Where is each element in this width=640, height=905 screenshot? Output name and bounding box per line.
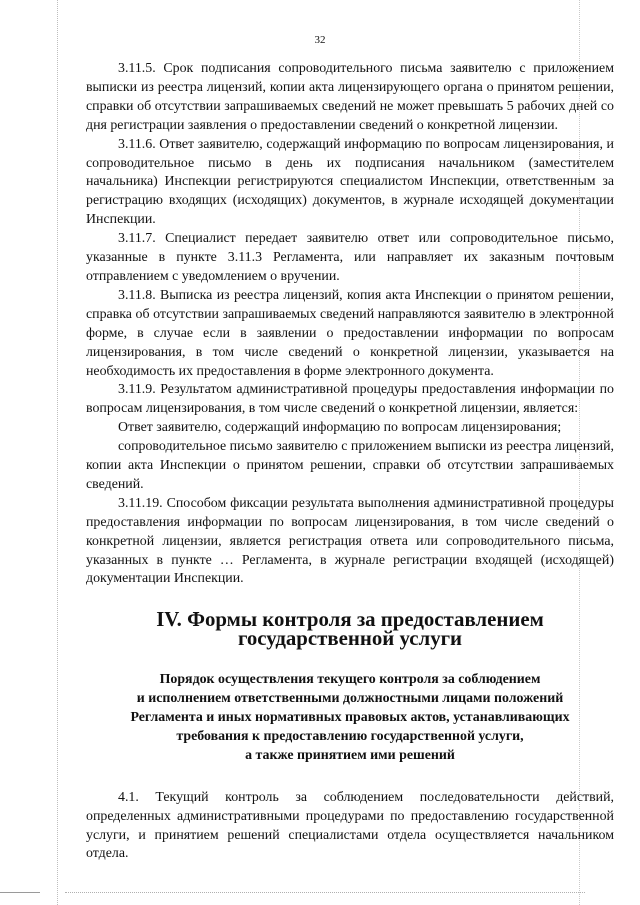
scan-margin-line-left <box>57 0 58 905</box>
result-item-answer: Ответ заявителю, содержащий информацию по вопросам лицензирования; <box>118 420 562 436</box>
paragraph-3-11-19: 3.11.19. Способом фиксации результата выполнения административной процедуры предоставления информации по вопросам лицензирования, в том числе сведений о конкретной лицензии, является регистрация ответа или сопроводительного письма, указанных в пункте … Регламента, в журнале регистрации входящей (исходящей) документации Инспекции. <box>86 495 614 587</box>
result-item-cover-letter: сопроводительное письмо заявителю с приложением выписки из реестра лицензий, копии акта Инспекции о принятом решении, справки об отсутствии запрашиваемых сведений. <box>86 439 614 492</box>
subheading <box>86 671 614 766</box>
subheading-line: Порядок осуществления текущего контроля за соблюдением <box>159 672 541 688</box>
paragraph-3-11-5: 3.11.5. Срок подписания сопроводительного письма заявителю с приложением выписки из реестра лицензий, копии акта лицензирующего органа о принятом решении, справки об отсутствии запрашиваемых сведений не может превышать 5 рабочих дней со дня регистрации заявления о предоставлении сведений о конкретной лицензии. <box>86 61 614 133</box>
subheading-line: требования к предоставлению государственной услуги, <box>176 728 524 744</box>
scan-bottom-marks <box>0 888 640 898</box>
subheading-line: и исполнением ответственными должностными лицами положений <box>136 691 564 707</box>
page-number: 32 <box>314 34 326 46</box>
paragraph-3-11-8: 3.11.8. Выписка из реестра лицензий, копия акта Инспекции о принятом решении, справка об отсутствии запрашиваемых сведений направляются заявителю в электронной форме, в случае если в заявлении о предоставлении информации по вопросам лицензирования, в том числе сведений о конкретной лицензии, указывается на необходимость их предоставления в форме электронного документа. <box>86 287 614 379</box>
paragraph-3-11-7: 3.11.7. Специалист передает заявителю ответ или сопроводительное письмо, указанные в пункте 3.11.3 Регламента, или направляет их заказным почтовым отправлением с уведомлением о вручении. <box>86 231 614 284</box>
section-heading: IV. Формы контроля за предоставлением государственной услуги <box>156 607 544 651</box>
scan-bottom-mark-solid <box>0 892 40 893</box>
scan-bottom-mark-dotted <box>65 892 585 893</box>
subheading-line: а также принятием ими решений <box>245 747 455 763</box>
document-body <box>86 60 614 864</box>
paragraph-3-11-9: 3.11.9. Результатом административной процедуры предоставления информации по вопросам лицензирования, в том числе сведений о конкретной лицензии, является: <box>86 382 614 417</box>
subheading-line: Регламента и иных нормативных правовых актов, устанавливающих <box>130 710 570 725</box>
paragraph-3-11-6: 3.11.6. Ответ заявителю, содержащий информацию по вопросам лицензирования, и сопроводительное письмо в день их подписания начальником (заместителем начальника) Инспекции регистрируются специалистом Инспекции, ответственным за регистрацию входящих (исходящих) документов, в журнале исходящей документации Инспекции. <box>86 136 614 228</box>
paragraph-4-1: 4.1. Текущий контроль за соблюдением последовательности действий, определенных административными процедурами по предоставлению государственной услуги, и принятием решений специалистами отдела осуществляется начальником отдела. <box>86 789 614 862</box>
